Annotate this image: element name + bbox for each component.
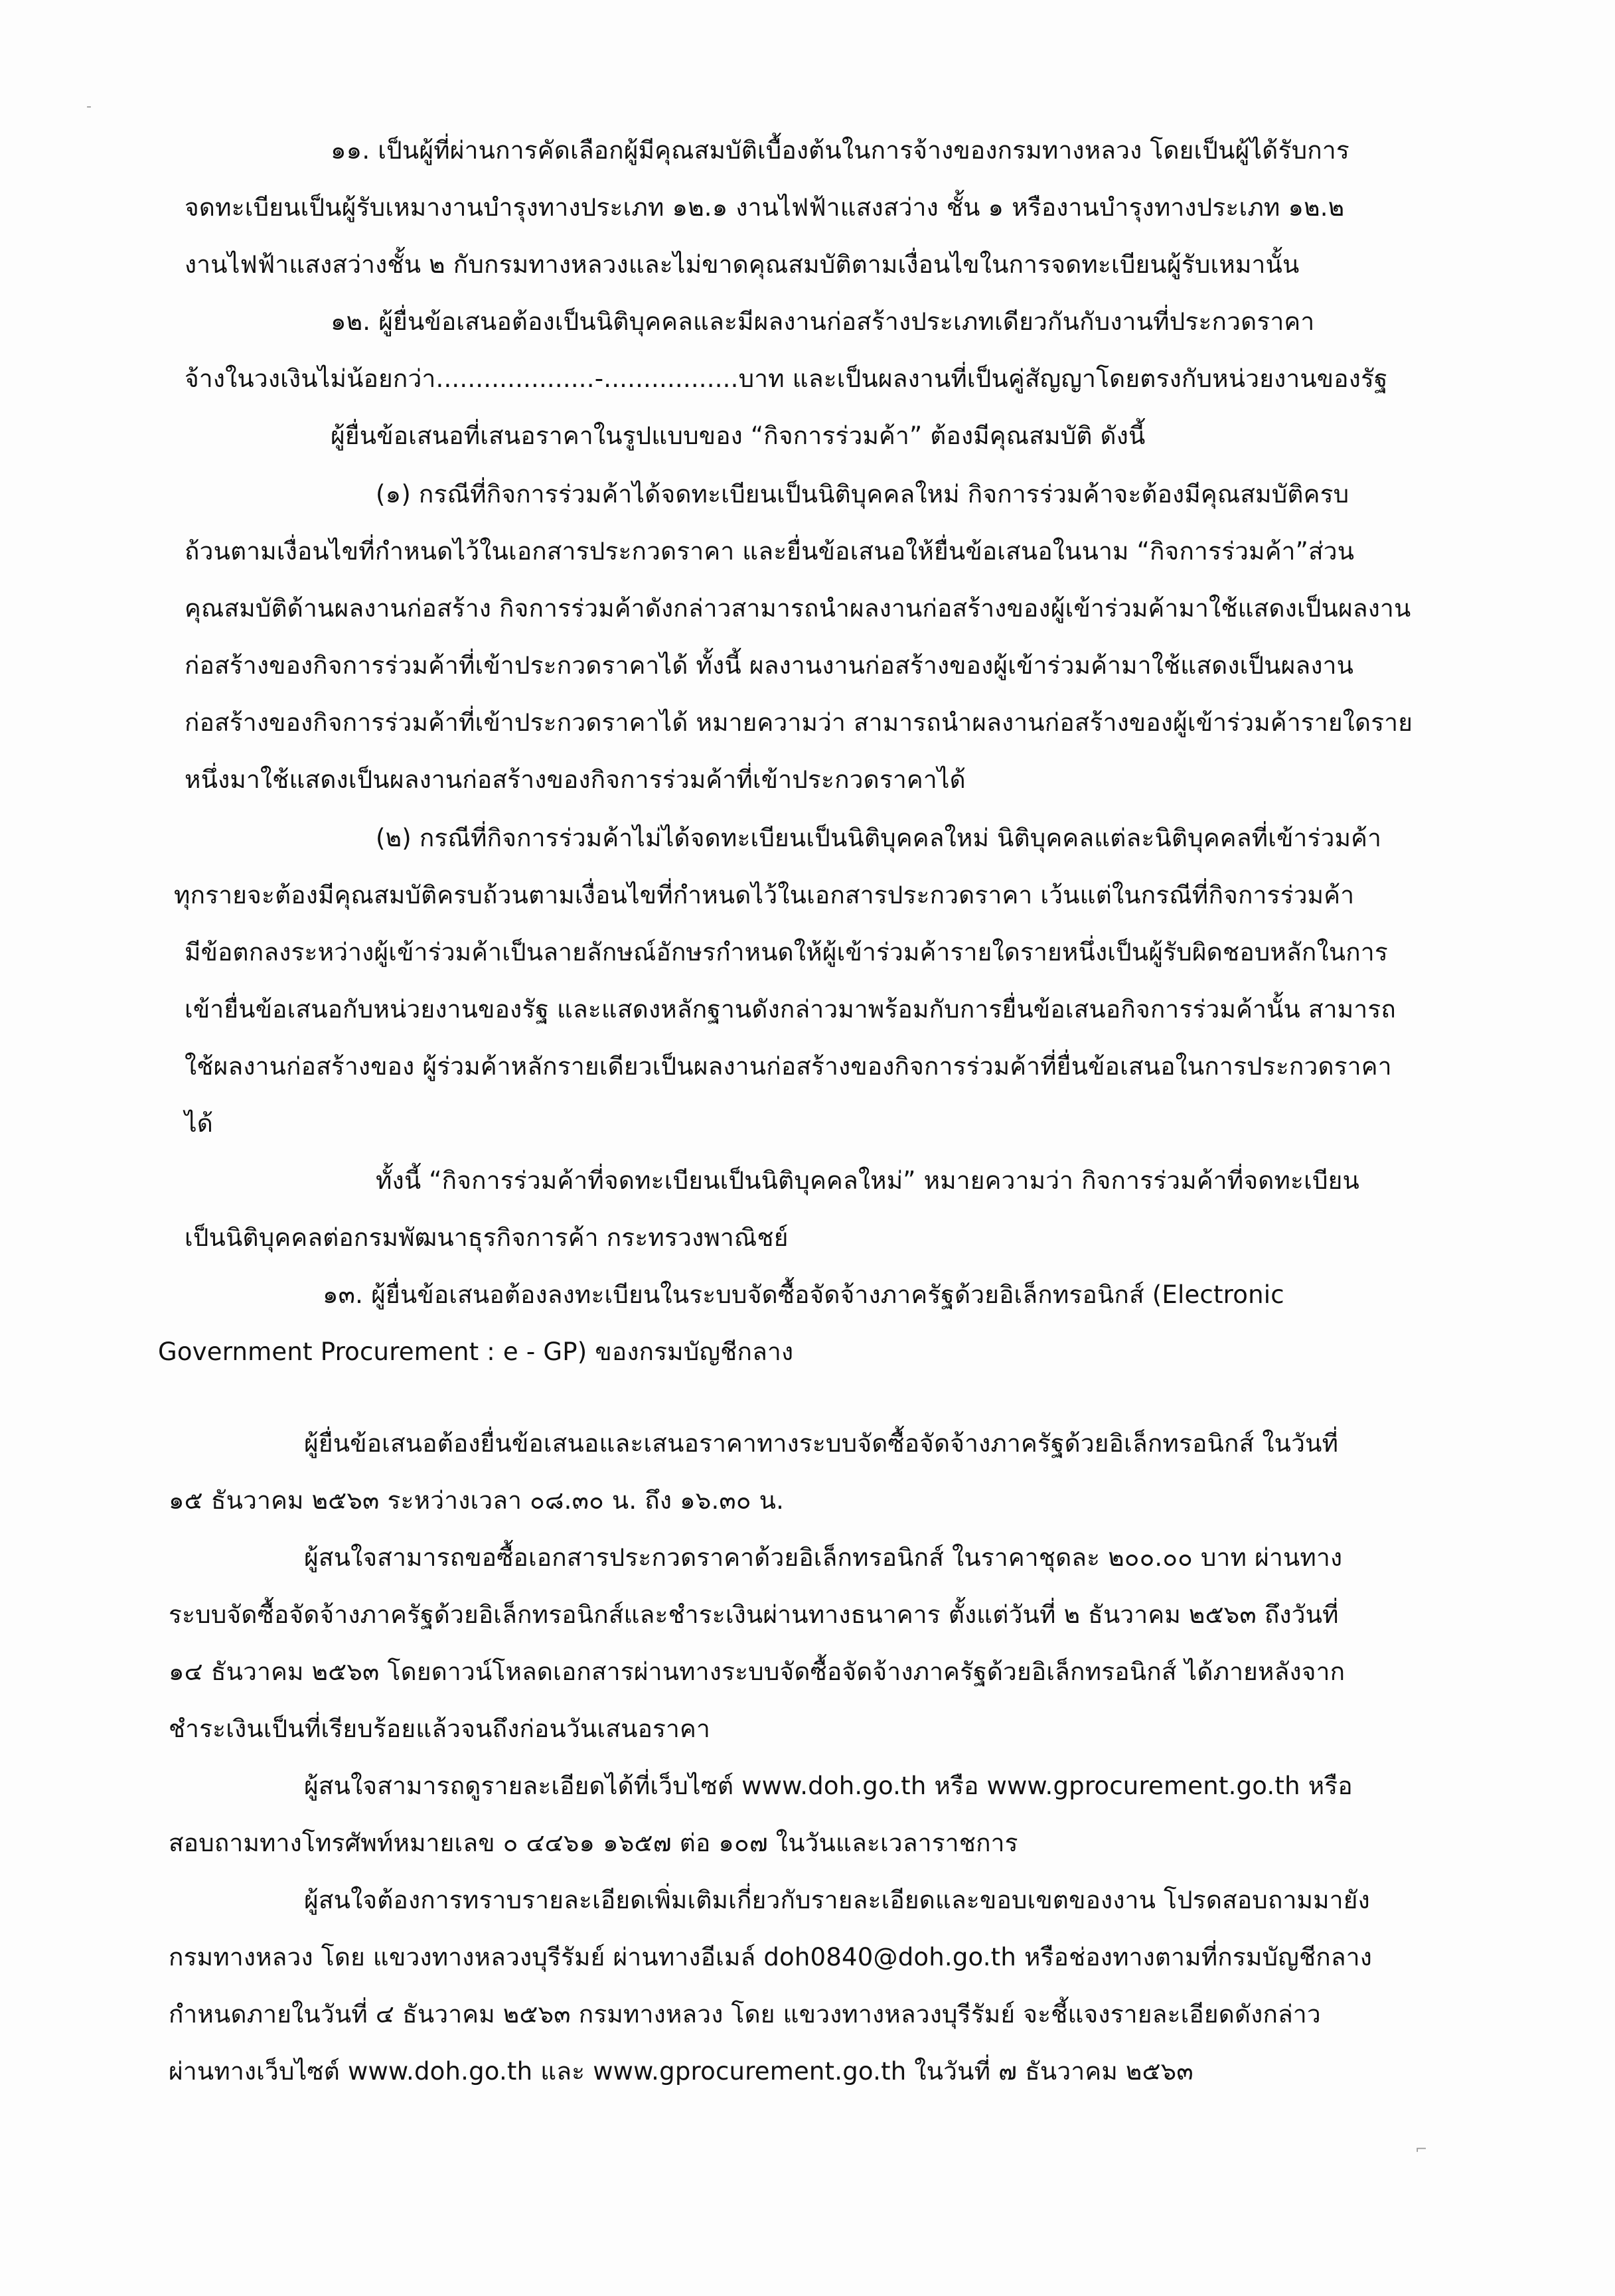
text-line: คุณสมบัติด้านผลงานก่อสร้าง กิจการร่วมค้าดังกล่าวสามารถนำผลงานก่อสร้างของผู้เข้าร่วมค้ามาใช้แสดงเป็นผลงาน xyxy=(185,594,1411,623)
text-line: ผู้สนใจสามารถขอซื้อเอกสารประกวดราคาด้วยอิเล็กทรอนิกส์ ในราคาชุดละ ๒๐๐.๐๐ บาท ผ่านทาง xyxy=(304,1543,1343,1572)
scan-speck-bottom: ⌐ xyxy=(1415,2141,1428,2158)
text-line: เป็นนิติบุคคลต่อกรมพัฒนาธุรกิจการค้า กระทรวงพาณิชย์ xyxy=(185,1223,789,1252)
text-line: สอบถามทางโทรศัพท์หมายเลข ๐ ๔๔๖๑ ๑๖๕๗ ต่อ ๑๐๗ ในวันและเวลาราชการ xyxy=(169,1829,1018,1857)
text-line: เข้ายื่นข้อเสนอกับหน่วยงานของรัฐ และแสดงหลักฐานดังกล่าวมาพร้อมกับการยื่นข้อเสนอกิจการร่วมค้านั้น สามารถ xyxy=(185,995,1396,1024)
text-line: ได้ xyxy=(185,1109,214,1138)
text-line: ใช้ผลงานก่อสร้างของ ผู้ร่วมค้าหลักรายเดียวเป็นผลงานก่อสร้างของกิจการร่วมค้าที่ยื่นข้อเสนอในการประกวดราคา xyxy=(185,1052,1392,1081)
text-line: ๑๓. ผู้ยื่นข้อเสนอต้องลงทะเบียนในระบบจัดซื้อจัดจ้างภาครัฐด้วยอิเล็กทรอนิกส์ (Electronic xyxy=(323,1280,1284,1309)
text-line: จ้างในวงเงินไม่น้อยกว่า....................-.................บาท และเป็นผลงานที่เป็นคู่สัญญาโดยตรงกับหน่วยงานของรัฐ xyxy=(185,364,1388,393)
text-line: ทั้งนี้ “กิจการร่วมค้าที่จดทะเบียนเป็นนิติบุคคลใหม่” หมายความว่า กิจการร่วมค้าที่จดทะเบียน xyxy=(376,1166,1360,1195)
text-line: ๑๕ ธันวาคม ๒๕๖๓ ระหว่างเวลา ๐๘.๓๐ น. ถึง ๑๖.๓๐ น. xyxy=(169,1486,785,1515)
text-line: ๑๒. ผู้ยื่นข้อเสนอต้องเป็นนิติบุคคลและมีผลงานก่อสร้างประเภทเดียวกันกับงานที่ประกวดราคา xyxy=(331,307,1315,336)
text-line: หนึ่งมาใช้แสดงเป็นผลงานก่อสร้างของกิจการร่วมค้าที่เข้าประกวดราคาได้ xyxy=(185,765,966,794)
text-line: งานไฟฟ้าแสงสว่างชั้น ๒ กับกรมทางหลวงและไม่ขาดคุณสมบัติตามเงื่อนไขในการจดทะเบียนผู้รับเหมานั้น xyxy=(185,250,1300,279)
text-line: กำหนดภายในวันที่ ๔ ธันวาคม ๒๕๖๓ กรมทางหลวง โดย แขวงทางหลวงบุรีรัมย์ จะชี้แจงรายละเอียดดังกล่าว xyxy=(169,2000,1321,2028)
text-line: ก่อสร้างของกิจการร่วมค้าที่เข้าประกวดราคาได้ หมายความว่า สามารถนำผลงานก่อสร้างของผู้เข้าร่วมค้ารายใดราย xyxy=(185,708,1413,737)
text-line: ผู้สนใจต้องการทราบรายละเอียดเพิ่มเติมเกี่ยวกับรายละเอียดและขอบเขตของงาน โปรดสอบถามมายัง xyxy=(304,1886,1370,1914)
text-line: ๑๔ ธันวาคม ๒๕๖๓ โดยดาวน์โหลดเอกสารผ่านทางระบบจัดซื้อจัดจ้างภาครัฐด้วยอิเล็กทรอนิกส์ ได้ภายหลังจาก xyxy=(169,1657,1346,1686)
text-line: ก่อสร้างของกิจการร่วมค้าที่เข้าประกวดราคาได้ ทั้งนี้ ผลงานงานก่อสร้างของผู้เข้าร่วมค้ามาใช้แสดงเป็นผลงาน xyxy=(185,651,1354,680)
text-line: Government Procurement : e - GP) ของกรมบัญชีกลาง xyxy=(158,1338,794,1366)
text-line: มีข้อตกลงระหว่างผู้เข้าร่วมค้าเป็นลายลักษณ์อักษรกำหนดให้ผู้เข้าร่วมค้ารายใดรายหนึ่งเป็นผู้รับผิดชอบหลักในการ xyxy=(185,938,1388,966)
scan-speck-top: - xyxy=(86,98,92,115)
text-line: (๒) กรณีที่กิจการร่วมค้าไม่ได้จดทะเบียนเป็นนิติบุคคลใหม่ นิติบุคคลแต่ละนิติบุคคลที่เข้าร่วมค้า xyxy=(376,824,1382,852)
text-line: ๑๑. เป็นผู้ที่ผ่านการคัดเลือกผู้มีคุณสมบัติเบื้องต้นในการจ้างของกรมทางหลวง โดยเป็นผู้ได้รับการ xyxy=(331,136,1349,165)
text-line: ผ่านทางเว็บไซต์ www.doh.go.th และ www.gprocurement.go.th ในวันที่ ๗ ธันวาคม ๒๕๖๓ xyxy=(169,2057,1193,2086)
text-line: ชำระเงินเป็นที่เรียบร้อยแล้วจนถึงก่อนวันเสนอราคา xyxy=(169,1715,710,1743)
text-line: ผู้สนใจสามารถดูรายละเอียดได้ที่เว็บไซต์ www.doh.go.th หรือ www.gprocurement.go.th หรือ xyxy=(304,1772,1353,1800)
text-line: (๑) กรณีที่กิจการร่วมค้าได้จดทะเบียนเป็นนิติบุคคลใหม่ กิจการร่วมค้าจะต้องมีคุณสมบัติครบ xyxy=(376,480,1349,508)
text-line: ทุกรายจะต้องมีคุณสมบัติครบถ้วนตามเงื่อนไขที่กำหนดไว้ในเอกสารประกวดราคา เว้นแต่ในกรณีที่กิจการร่วมค้า xyxy=(174,881,1355,909)
text-line: ระบบจัดซื้อจัดจ้างภาครัฐด้วยอิเล็กทรอนิกส์และชำระเงินผ่านทางธนาคาร ตั้งแต่วันที่ ๒ ธันวาคม ๒๕๖๓ ถึงวันที่ xyxy=(169,1600,1339,1629)
text-line: กรมทางหลวง โดย แขวงทางหลวงบุรีรัมย์ ผ่านทางอีเมล์ doh0840@doh.go.th หรือช่องทางตามที่กรมบัญชีกลาง xyxy=(169,1943,1372,1971)
text-line: ผู้ยื่นข้อเสนอต้องยื่นข้อเสนอและเสนอราคาทางระบบจัดซื้อจัดจ้างภาครัฐด้วยอิเล็กทรอนิกส์ ในวันที่ xyxy=(304,1429,1339,1458)
text-line: จดทะเบียนเป็นผู้รับเหมางานบำรุงทางประเภท ๑๒.๑ งานไฟฟ้าแสงสว่าง ชั้น ๑ หรืองานบำรุงทางประเภท ๑๒.๒ xyxy=(185,193,1345,222)
text-line: ถ้วนตามเงื่อนไขที่กำหนดไว้ในเอกสารประกวดราคา และยื่นข้อเสนอให้ยื่นข้อเสนอในนาม “กิจการร่วมค้า”ส่วน xyxy=(185,537,1355,566)
text-line: ผู้ยื่นข้อเสนอที่เสนอราคาในรูปแบบของ “กิจการร่วมค้า” ต้องมีคุณสมบัติ ดังนี้ xyxy=(331,421,1146,450)
